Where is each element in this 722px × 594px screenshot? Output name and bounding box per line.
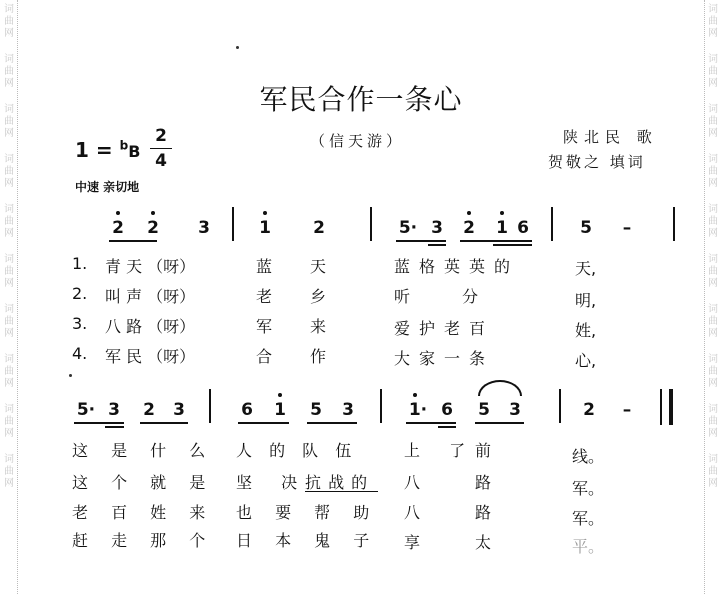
verse-number: 4. xyxy=(72,344,88,363)
speck xyxy=(69,374,72,377)
sixteenth-beam xyxy=(438,426,456,428)
barline xyxy=(232,207,234,241)
lyric: 青 天 （呀） xyxy=(105,257,196,276)
watermark-char: 词 xyxy=(708,204,718,215)
watermark-char: 网 xyxy=(708,378,718,389)
key-signature xyxy=(75,138,140,162)
lyric: 八 路 （呀） xyxy=(105,317,196,336)
lyric: 上 了 xyxy=(404,441,478,460)
tempo-marking: 中速 亲切地 xyxy=(75,180,140,194)
watermark-char: 曲 xyxy=(4,316,14,327)
high-dot xyxy=(263,211,267,215)
watermark-char: 词 xyxy=(4,354,14,365)
eighth-beam xyxy=(396,240,446,242)
watermark-char: 词 xyxy=(708,154,718,165)
lyric: 天, xyxy=(575,259,597,278)
lyric: 平。 xyxy=(572,537,605,556)
note: 1 xyxy=(259,218,271,238)
watermark-char: 曲 xyxy=(4,166,14,177)
watermark-char: 词 xyxy=(708,54,718,65)
watermark-char: 词 xyxy=(708,4,718,15)
watermark-char: 网 xyxy=(708,178,718,189)
watermark-char: 网 xyxy=(708,128,718,139)
high-dot xyxy=(278,393,282,397)
barline xyxy=(673,207,675,241)
flat-sign: b xyxy=(119,138,129,153)
barline xyxy=(559,389,561,423)
watermark-char: 曲 xyxy=(708,116,718,127)
note: – xyxy=(622,218,632,238)
watermark-char: 网 xyxy=(4,428,14,439)
lyric: 人 的 队 伍 xyxy=(236,441,358,460)
note: 1 xyxy=(496,218,508,238)
note: 3 xyxy=(431,218,443,238)
watermark-char: 网 xyxy=(4,278,14,289)
lyric: 分 xyxy=(462,287,479,306)
phrase-underline xyxy=(305,491,378,492)
lyric: 听 xyxy=(394,287,411,306)
lyric: 线。 xyxy=(572,447,605,466)
high-dot xyxy=(151,211,155,215)
lyric: 爱护老百 xyxy=(394,319,495,338)
watermark-char: 词 xyxy=(708,354,718,365)
watermark-char: 词 xyxy=(708,254,718,265)
barline xyxy=(380,389,382,423)
note: 6 xyxy=(241,400,253,420)
lyric: 军。 xyxy=(572,479,605,498)
note: 3 xyxy=(509,400,521,420)
lyric: 八 xyxy=(404,503,421,522)
eighth-beam xyxy=(307,422,357,424)
lyric: 八 xyxy=(404,473,421,492)
eighth-beam xyxy=(406,422,456,424)
lyric: 也 要 帮 助 xyxy=(236,503,379,522)
high-dot xyxy=(500,211,504,215)
lyric: 享 xyxy=(404,533,421,552)
key-letter: B xyxy=(128,142,141,161)
note: 3 xyxy=(173,400,185,420)
lyric: 来 xyxy=(310,317,327,336)
lyric: 作 xyxy=(310,347,327,366)
time-signature-bottom: 4 xyxy=(155,151,167,171)
note: 1· xyxy=(408,400,428,420)
eighth-beam xyxy=(74,422,124,424)
note: 2 xyxy=(313,218,325,238)
note: 3 xyxy=(198,218,210,238)
watermark-char: 网 xyxy=(708,478,718,489)
lyric: 赶 走 那 个 xyxy=(72,531,215,550)
note: 2 xyxy=(583,400,595,420)
time-signature xyxy=(150,126,172,171)
watermark-char: 词 xyxy=(4,254,14,265)
barline xyxy=(551,207,553,241)
watermark-char: 网 xyxy=(4,28,14,39)
watermark-char: 词 xyxy=(4,454,14,465)
note: 5 xyxy=(580,218,592,238)
lyric: 日 本 鬼 子 xyxy=(236,531,379,550)
watermark-char: 曲 xyxy=(708,166,718,177)
watermark-char: 词 xyxy=(4,404,14,415)
watermark-char: 词 xyxy=(4,4,14,15)
lyric: 老 xyxy=(256,287,273,306)
sixteenth-beam xyxy=(493,244,532,246)
watermark-char: 曲 xyxy=(708,316,718,327)
lyric: 蓝 xyxy=(256,257,273,276)
barline xyxy=(370,207,372,241)
time-signature-top: 2 xyxy=(155,126,167,146)
watermark-char: 网 xyxy=(708,278,718,289)
lyric: 坚 决 xyxy=(236,473,310,492)
note: 2 xyxy=(147,218,159,238)
sixteenth-beam xyxy=(428,244,446,246)
watermark-char: 网 xyxy=(4,328,14,339)
lyric: 军 xyxy=(256,317,273,336)
watermark-char: 网 xyxy=(4,478,14,489)
high-dot xyxy=(116,211,120,215)
watermark-char: 曲 xyxy=(708,266,718,277)
final-barline xyxy=(660,389,673,425)
watermark-char: 曲 xyxy=(4,266,14,277)
note: 1 xyxy=(274,400,286,420)
key-prefix: 1 = xyxy=(75,138,113,162)
lyric: 天 xyxy=(310,257,327,276)
verse-number: 3. xyxy=(72,314,88,333)
watermark-char: 曲 xyxy=(708,66,718,77)
note: 3 xyxy=(342,400,354,420)
eighth-beam xyxy=(109,240,157,242)
lyric: 姓, xyxy=(575,321,597,340)
watermark-char: 曲 xyxy=(708,416,718,427)
lyric: 这 个 就 是 xyxy=(72,473,215,492)
lyric: 蓝格英英的 xyxy=(394,257,520,276)
watermark-char: 词 xyxy=(708,454,718,465)
watermark-char: 曲 xyxy=(708,216,718,227)
watermark-char: 曲 xyxy=(4,16,14,27)
watermark-char: 词 xyxy=(708,304,718,315)
watermark-char: 词 xyxy=(4,154,14,165)
lyric: 叫 声 （呀） xyxy=(105,287,196,306)
lyric: 路 xyxy=(475,473,492,492)
note: 6 xyxy=(441,400,453,420)
watermark-char: 网 xyxy=(4,128,14,139)
watermark-char: 词 xyxy=(4,204,14,215)
watermark-char: 网 xyxy=(708,328,718,339)
lyric: 军。 xyxy=(572,509,605,528)
watermark-char: 网 xyxy=(708,78,718,89)
watermark-char: 网 xyxy=(4,228,14,239)
note: 2 xyxy=(112,218,124,238)
note: 2 xyxy=(463,218,475,238)
verse-number: 2. xyxy=(72,284,88,303)
note: 5 xyxy=(310,400,322,420)
watermark-char: 词 xyxy=(708,404,718,415)
watermark-char: 曲 xyxy=(708,366,718,377)
watermark-char: 网 xyxy=(4,178,14,189)
speck xyxy=(236,46,239,49)
watermark-char: 曲 xyxy=(4,216,14,227)
note: 6 xyxy=(517,218,529,238)
watermark-char: 网 xyxy=(708,28,718,39)
watermark-char: 曲 xyxy=(4,116,14,127)
lyric: 明, xyxy=(575,291,597,310)
lyric: 太 xyxy=(475,533,492,552)
verse-number: 1. xyxy=(72,254,88,273)
watermark-char: 曲 xyxy=(4,66,14,77)
note: – xyxy=(622,400,632,420)
watermark-char: 网 xyxy=(4,378,14,389)
lyric: 大家一条 xyxy=(394,349,495,368)
watermark-char: 网 xyxy=(708,428,718,439)
note: 5 xyxy=(478,400,490,420)
watermark-char: 网 xyxy=(708,228,718,239)
lyric: 乡 xyxy=(310,287,327,306)
tie-slur xyxy=(478,380,522,396)
lyric: 抗 战 的 xyxy=(305,473,369,492)
barline xyxy=(209,389,211,423)
watermark-char: 词 xyxy=(4,304,14,315)
note: 5· xyxy=(76,400,96,420)
eighth-beam xyxy=(475,422,524,424)
lyric: 这 是 什 么 xyxy=(72,441,215,460)
credit-folk-song: 陕北民 歌 xyxy=(563,128,658,146)
high-dot xyxy=(467,211,471,215)
lyric: 军 民 （呀） xyxy=(105,347,196,366)
lyric: 心, xyxy=(575,351,597,370)
eighth-beam xyxy=(460,240,532,242)
watermark-char: 曲 xyxy=(4,416,14,427)
time-signature-bar xyxy=(150,148,172,149)
eighth-beam xyxy=(140,422,188,424)
song-subtitle: （信天游） xyxy=(310,132,406,150)
page-title: 军民合作一条心 xyxy=(259,83,463,116)
sixteenth-beam xyxy=(105,426,124,428)
watermark-char: 词 xyxy=(708,104,718,115)
note: 5· xyxy=(398,218,418,238)
eighth-beam xyxy=(238,422,289,424)
lyric: 路 xyxy=(475,503,492,522)
watermark-char: 词 xyxy=(4,54,14,65)
watermark-char: 网 xyxy=(4,78,14,89)
high-dot xyxy=(413,393,417,397)
note: 2 xyxy=(143,400,155,420)
watermark-char: 曲 xyxy=(4,466,14,477)
lyric: 合 xyxy=(256,347,273,366)
credit-lyricist: 贺敬之 填词 xyxy=(548,153,646,171)
lyric: 老 百 姓 来 xyxy=(72,503,215,522)
lyric: 前 xyxy=(475,441,492,460)
watermark-char: 曲 xyxy=(4,366,14,377)
note: 3 xyxy=(108,400,120,420)
watermark-char: 词 xyxy=(4,104,14,115)
watermark-char: 曲 xyxy=(708,16,718,27)
watermark-char: 曲 xyxy=(708,466,718,477)
